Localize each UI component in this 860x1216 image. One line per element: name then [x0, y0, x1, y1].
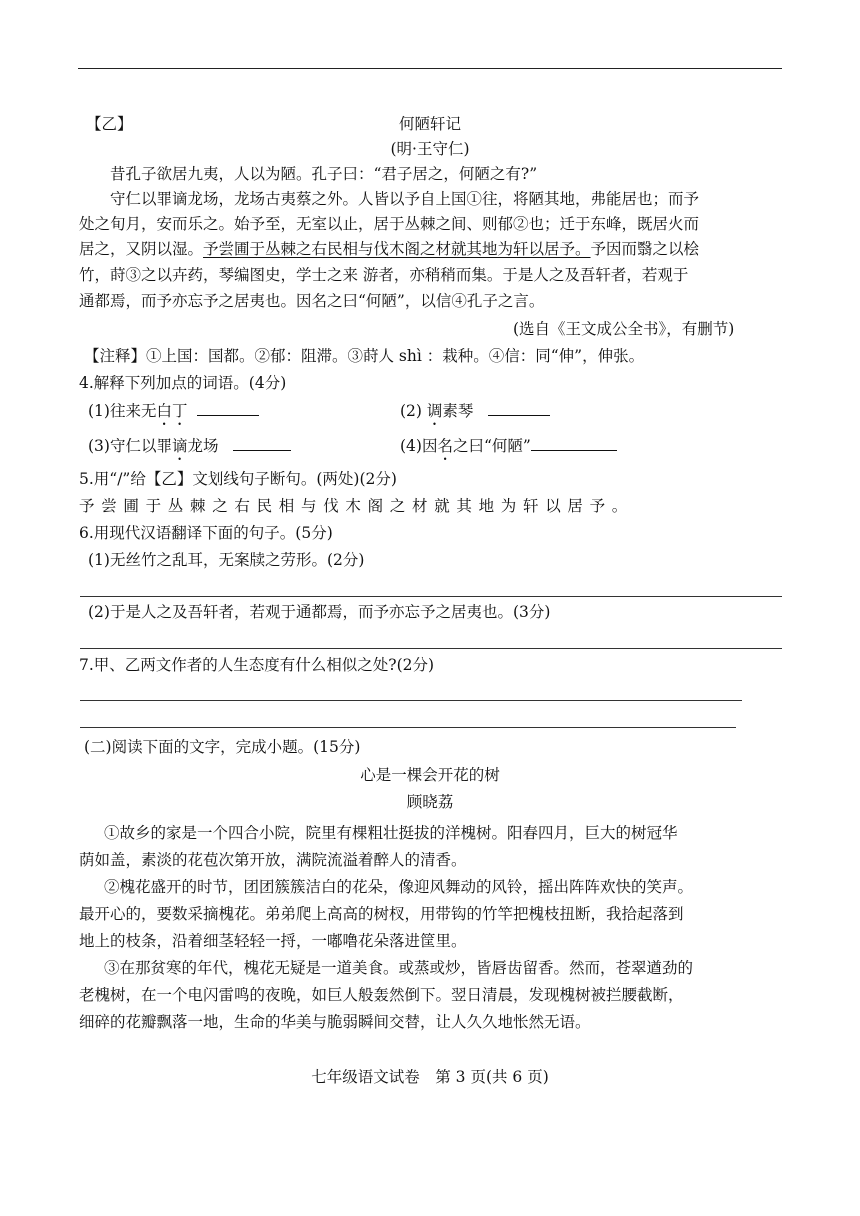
answer-blank[interactable] [233, 436, 291, 451]
passage-para-1: 昔孔子欲居九夷，人以为陋。孔子曰：“君子居之，何陋之有?” [110, 165, 538, 183]
passage-line: 居之，又阴以湿。予尝圃于丛棘之右民相与伐木阁之材就其地为轩以居予。予因而翳之以桧 [79, 240, 700, 258]
question-6-item-1: (1)无丝竹之乱耳，无案牍之劳形。(2分) [88, 551, 365, 569]
question-4-item-2: (2) 调素琴 [400, 401, 550, 429]
top-divider [78, 68, 782, 69]
passage-title: 何陋轩记 [398, 115, 461, 133]
article-line: 地上的枝条，沿着细茎轻轻一捋，一嘟噜花朵落进筐里。 [79, 932, 467, 950]
section-label-yi: 【乙】 [86, 115, 133, 133]
article-author: 顾晓荔 [406, 793, 454, 811]
question-4-item-4: (4)因名之曰“何陋” [400, 436, 617, 464]
passage-source: (选自《王文成公全书》，有删节) [513, 320, 735, 338]
passage-notes: 【注释】①上国：国都。②郁：阻滞。③莳人 shì ：栽种。④信：同“伸”，伸张。 [84, 347, 645, 365]
question-6-item-2: (2)于是人之及吾轩者，若观于通都焉，而予亦忘予之居夷也。(3分) [88, 603, 551, 621]
question-4-title: 4.解释下列加点的词语。(4分) [79, 374, 287, 392]
article-line: ①故乡的家是一个四合小院，院里有棵粗壮挺拔的洋槐树。阳春四月，巨大的树冠华 [104, 824, 678, 842]
question-5-title: 5.用“/”给【乙】文划线句子断句。(两处)(2分) [79, 470, 397, 488]
passage-line: 处之旬月，安而乐之。始予至，无室以止，居于丛棘之间、则郁②也；迁于东峰，既居火而 [79, 215, 700, 233]
answer-blank[interactable] [531, 436, 617, 451]
answer-line[interactable] [80, 700, 742, 701]
article-line: 荫如盖，素淡的花苞次第开放，满院流溢着醉人的清香。 [79, 851, 467, 869]
answer-line[interactable] [80, 727, 736, 728]
answer-line[interactable] [80, 596, 782, 597]
article-line: ③在那贫寒的年代，槐花无疑是一道美食。或蒸或炒，皆唇齿留香。然而，苍翠遒劲的 [104, 959, 694, 977]
question-7-title: 7.甲、乙两文作者的人生态度有什么相似之处?(2分) [79, 656, 435, 674]
question-4-item-3: (3)守仁以罪谪龙场 [88, 436, 291, 464]
article-line: 最开心的，要数采摘槐花。弟弟爬上高高的树杈，用带钩的竹竿把槐枝扭断，我拾起落到 [79, 905, 684, 923]
underlined-sentence: 予尝圃于丛棘之右民相与伐木阁之材就其地为轩以居予。 [203, 240, 591, 258]
answer-line[interactable] [80, 648, 782, 649]
question-6-title: 6.用现代汉语翻译下面的句子。(5分) [79, 524, 333, 542]
page-footer: 七年级语文试卷 第 3 页(共 6 页) [311, 1068, 549, 1086]
passage-line: 守仁以罪谪龙场，龙场古夷蔡之外。人皆以予自上国①往，将陋其地，弗能居也；而予 [110, 190, 700, 208]
question-4-item-1: (1)往来无白丁 [88, 401, 259, 429]
passage-author: (明·王守仁) [390, 140, 470, 158]
question-5-sentence[interactable]: 予尝圃于丛棘之右民相与伐木阁之材就其地为轩以居予。 [79, 497, 635, 515]
answer-blank[interactable] [488, 401, 550, 416]
part-2-heading: (二)阅读下面的文字，完成小题。(15分) [84, 738, 361, 756]
article-line: ②槐花盛开的时节，团团簇簇洁白的花朵，像迎风舞动的风铃，摇出阵阵欢快的笑声。 [104, 878, 694, 896]
passage-line: 通都焉，而予亦忘予之居夷也。因名之曰“何陋”，以信④孔子之言。 [79, 292, 545, 310]
answer-blank[interactable] [197, 401, 259, 416]
article-line: 老槐树，在一个电闪雷鸣的夜晚，如巨人般轰然倒下。翌日清晨，发现槐树被拦腰截断， [79, 986, 684, 1004]
passage-line: 竹，莳③之以卉药，琴编图史，学士之来 游者，亦稍稍而集。于是人之及吾轩者，若观于 [79, 266, 689, 284]
article-title: 心是一棵会开花的树 [360, 766, 500, 784]
article-line: 细碎的花瓣飘落一地，生命的华美与脆弱瞬间交替，让人久久地怅然无语。 [79, 1013, 591, 1031]
